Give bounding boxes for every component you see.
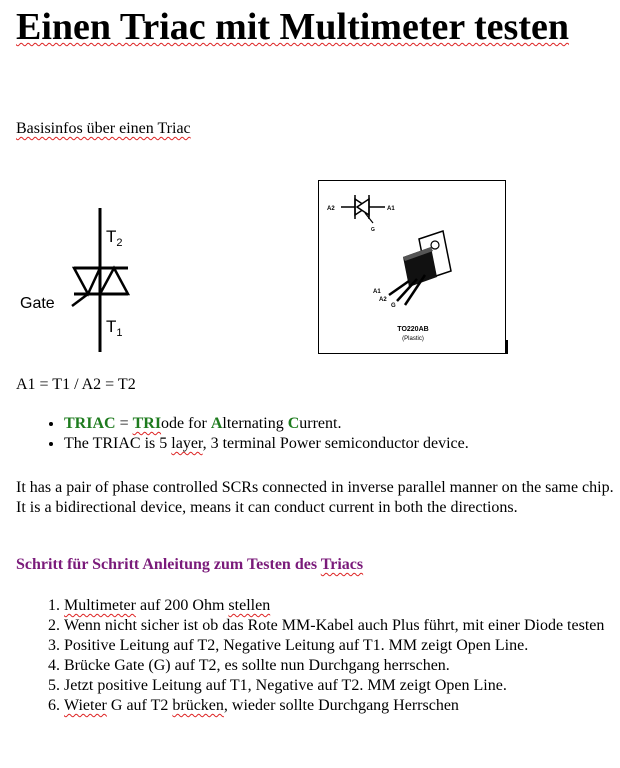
pin-g-label: G <box>371 227 375 233</box>
list-item: 5. Jetzt positive Leitung auf T1, Negative auf T2. MM zeigt Open Line. <box>64 676 606 696</box>
leg-g-label: G <box>391 303 396 309</box>
page-title: Einen Triac mit Multimeter testen <box>16 6 569 48</box>
to220-package-figure <box>318 180 506 354</box>
pin-a2-label: A2 <box>327 206 335 212</box>
pin-a1-label: A1 <box>387 206 395 212</box>
gate-label: Gate <box>20 295 55 312</box>
test-steps-list <box>16 596 606 716</box>
list-item: 2. Wenn nicht sicher ist ob das Rote MM-Kabel auch Plus führt, mit einer Diode testen <box>64 616 606 636</box>
figure-edge-mark <box>506 340 508 354</box>
terminal-t2-label: $T_2$ <box>106 227 123 249</box>
leg-a1-label: A1 <box>373 289 381 295</box>
package-type: (Plastic) <box>402 336 424 342</box>
triac-facts-list <box>16 414 606 454</box>
terminal-t1-label: $T_1$ <box>106 317 123 339</box>
list-item: • The TRIAC is 5 layer, 3 terminal Power semiconductor device. <box>64 434 606 454</box>
list-item: 6. Wieter G auf T2 brücken, wieder sollte Durchgang Herrschen <box>64 696 606 716</box>
list-item: • TRIAC = TRIode for Alternating Current. <box>64 414 606 434</box>
description-paragraph: It has a pair of phase controlled SCRs connected in inverse parallel manner on the same chip. It is a bidirectional device, means it can conduct current in both the directions. <box>16 479 614 516</box>
section-heading: Schritt für Schritt Anleitung zum Testen des Triacs <box>16 556 364 573</box>
pin-equivalence: A1 = T1 / A2 = T2 <box>16 376 136 393</box>
intro-text: Basisinfos über einen Triac <box>16 120 191 137</box>
triac-symbol-figure <box>16 206 176 356</box>
list-item: 4. Brücke Gate (G) auf T2, es sollte nun Durchgang herrschen. <box>64 656 606 676</box>
package-name: TO220AB <box>397 326 429 333</box>
leg-a2-label: A2 <box>379 297 387 303</box>
list-item: 1. Multimeter auf 200 Ohm stellen <box>64 596 606 616</box>
list-item: 3. Positive Leitung auf T2, Negative Leitung auf T1. MM zeigt Open Line. <box>64 636 606 656</box>
